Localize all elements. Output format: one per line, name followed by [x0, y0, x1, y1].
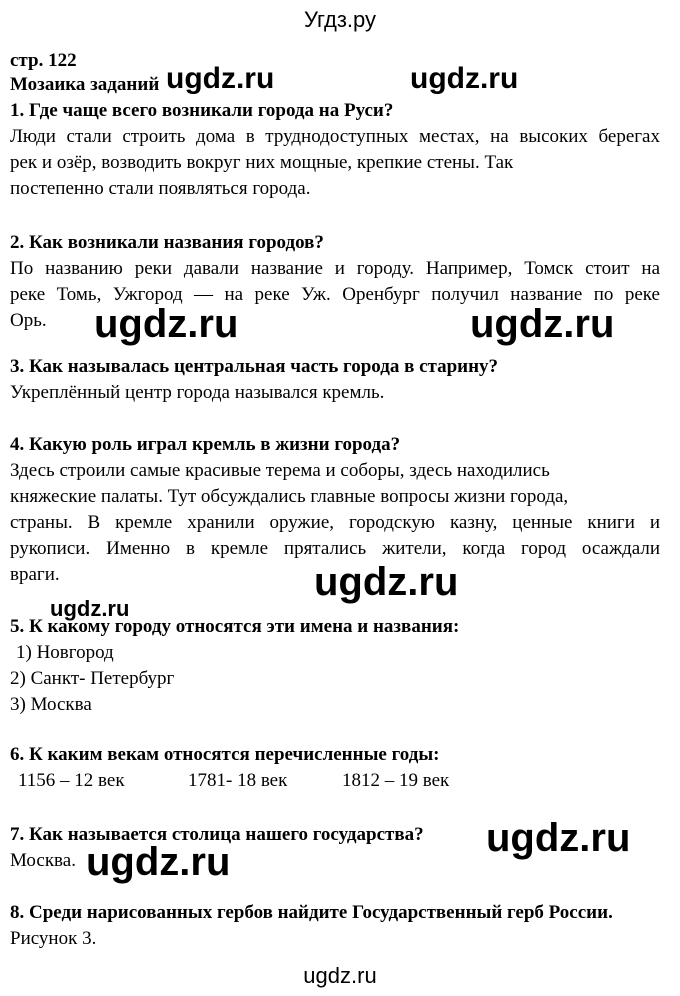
question-5: 5. К какому городу относятся эти имена и названия:	[10, 616, 460, 637]
answer-4-line-4: рукописи. Именно в кремле прятались жители, когда город осаждали	[10, 538, 660, 559]
answer-6-year-1: 1156 – 12 век	[18, 770, 125, 791]
answer-4-line-2: княжеские палаты. Тут обсуждались главные вопросы жизни города,	[10, 486, 569, 507]
answer-5-item-2: 2) Санкт- Петербург	[10, 668, 175, 689]
site-footer: ugdz.ru	[303, 963, 377, 988]
answer-3-line-1: Укреплённый центр города назывался кремль.	[10, 382, 385, 403]
section-title: Мозаика заданий	[10, 74, 160, 95]
answer-6-year-3: 1812 – 19 век	[342, 770, 450, 791]
site-header: Угдз.ру	[303, 7, 377, 32]
watermark: ugdz.ru	[166, 62, 275, 95]
watermark: ugdz.ru	[314, 560, 459, 604]
question-1: 1. Где чаще всего возникали города на Руси?	[10, 100, 394, 121]
answer-2-line-1: По названию реки давали название и городу. Например, Томск стоит на	[10, 258, 660, 279]
answer-2-line-2: реке Томь, Ужгород — на реке Уж. Оренбург получил название по реке	[10, 284, 660, 305]
question-6: 6. К каким векам относятся перечисленные годы:	[10, 744, 440, 765]
answer-5-item-1: 1) Новгород	[16, 642, 114, 663]
answer-2-line-3: Орь.	[10, 310, 47, 331]
question-4: 4. Какую роль играл кремль в жизни города?	[10, 434, 401, 455]
watermark: ugdz.ru	[410, 62, 519, 95]
answer-4-line-3: страны. В кремле хранили оружие, городскую казну, ценные книги и	[10, 512, 660, 533]
watermark: ugdz.ru	[86, 840, 231, 884]
question-3: 3. Как называлась центральная часть города в старину?	[10, 356, 499, 377]
watermark: ugdz.ru	[94, 302, 239, 346]
answer-7-line-1: Москва.	[10, 850, 76, 871]
answer-5-item-3: 3) Москва	[10, 694, 92, 715]
answer-8-line-1: Рисунок 3.	[10, 928, 97, 949]
watermark: ugdz.ru	[486, 816, 631, 860]
answer-1-line-1: Люди стали строить дома в труднодоступных местах, на высоких берегах	[10, 126, 660, 147]
answer-4-line-5: враги.	[10, 564, 60, 585]
question-2: 2. Как возникали названия городов?	[10, 232, 324, 253]
answer-4-line-1: Здесь строили самые красивые терема и соборы, здесь находились	[10, 460, 550, 481]
answer-1-line-2: рек и озёр, возводить вокруг них мощные, крепкие стены. Так	[10, 152, 514, 173]
answer-1-line-3: постепенно стали появляться города.	[10, 178, 311, 199]
watermark: ugdz.ru	[50, 596, 130, 621]
question-8: 8. Среди нарисованных гербов найдите Государственный герб России.	[10, 902, 613, 923]
question-7: 7. Как называется столица нашего государства?	[10, 824, 424, 845]
watermark: ugdz.ru	[470, 302, 615, 346]
answer-6-year-2: 1781- 18 век	[188, 770, 288, 791]
page-reference: стр. 122	[10, 50, 77, 71]
